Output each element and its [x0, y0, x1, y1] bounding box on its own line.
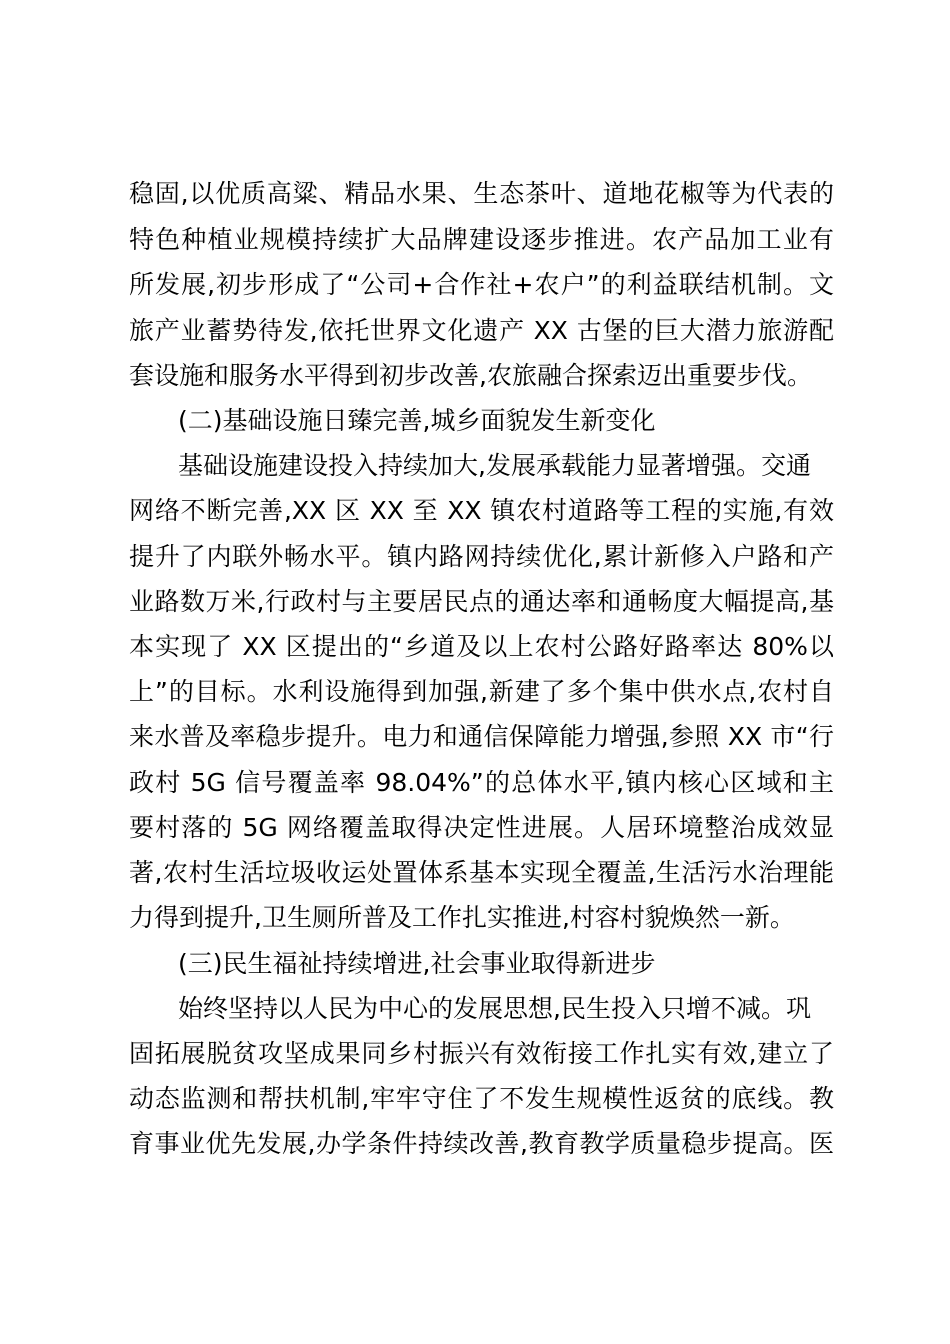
paragraph-line: 育事业优先发展,办学条件持续改善,教育教学质量稳步提高。医 [129, 1129, 834, 1158]
paragraph-line: 本实现了 XX 区提出的“乡道及以上农村公路好路率达 80%以 [129, 632, 834, 661]
paragraph-last-line: 套设施和服务水平得到初步改善,农旅融合探索迈出重要步伐。 [129, 361, 812, 390]
paragraph-line: 提升了内联外畅水平。镇内路网持续优化,累计新修入户路和产 [129, 542, 834, 571]
paragraph-line: 稳固,以优质高粱、精品水果、生态茶叶、道地花椒等为代表的 [129, 179, 834, 208]
paragraph-line: 政村 5G 信号覆盖率 98.04%”的总体水平,镇内核心区域和主 [129, 768, 834, 797]
paragraph-line: 来水普及率稳步提升。电力和通信保障能力增强,参照 XX 市“行 [129, 722, 834, 751]
paragraph-line: 要村落的 5G 网络覆盖取得决定性进展。人居环境整治成效显 [129, 813, 834, 842]
paragraph-first-line: 基础设施建设投入持续加大,发展承载能力显著增强。交通 [178, 451, 811, 480]
paragraph-line: 网络不断完善,XX 区 XX 至 XX 镇农村道路等工程的实施,有效 [129, 496, 834, 525]
paragraph-line: 业路数万米,行政村与主要居民点的通达率和通畅度大幅提高,基 [129, 587, 834, 616]
section-heading-2: (二)基础设施日臻完善,城乡面貌发生新变化 [178, 406, 656, 435]
section-heading-3: (三)民生福祉持续增进,社会事业取得新进步 [178, 949, 656, 978]
paragraph-line: 著,农村生活垃圾收运处置体系基本实现全覆盖,生活污水治理能 [129, 858, 834, 887]
paragraph-first-line: 始终坚持以人民为中心的发展思想,民生投入只增不减。巩 [178, 994, 811, 1023]
paragraph-line: 固拓展脱贫攻坚成果同乡村振兴有效衔接工作扎实有效,建立了 [129, 1039, 834, 1068]
paragraph-line: 所发展,初步形成了“公司+合作社+农户”的利益联结机制。文 [129, 270, 834, 299]
paragraph-last-line: 力得到提升,卫生厕所普及工作扎实推进,村容村貌焕然一新。 [129, 903, 795, 932]
paragraph-line: 上”的目标。水利设施得到加强,新建了多个集中供水点,农村自 [129, 677, 834, 706]
paragraph-line: 特色种植业规模持续扩大品牌建设逐步推进。农产品加工业有 [129, 225, 834, 254]
paragraph-line: 旅产业蓄势待发,依托世界文化遗产 XX 古堡的巨大潜力旅游配 [129, 316, 834, 345]
paragraph-line: 动态监测和帮扶机制,牢牢守住了不发生规模性返贫的底线。教 [129, 1084, 834, 1113]
